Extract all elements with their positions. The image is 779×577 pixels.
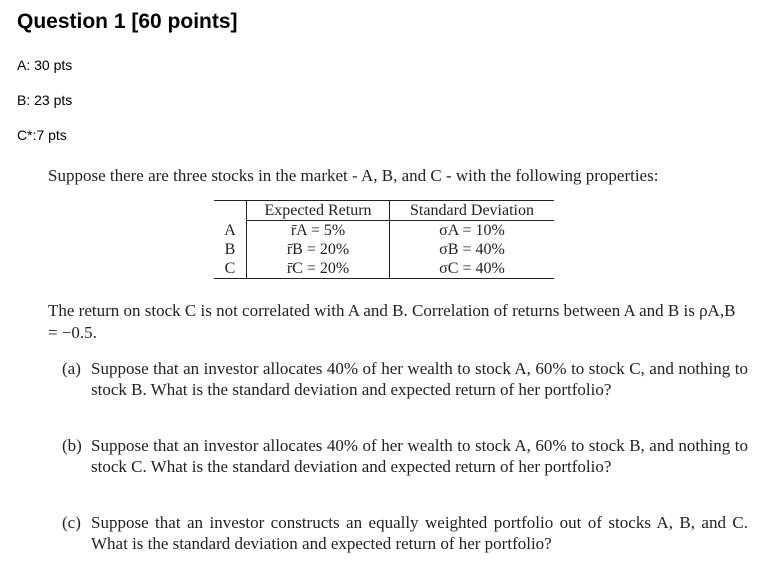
part-text: Suppose that an investor allocates 40% of her wealth to stock A, 60% to stock B, and nothing to stock C. What is the standard deviation and expected return of her portfolio?: [91, 436, 748, 476]
std-dev-cell: σC = 40%: [439, 260, 505, 277]
correlation-statement: The return on stock C is not correlated with A and B. Correlation of returns between A and B is ρA,B = −0.5.: [48, 301, 736, 342]
question-part-b: [62, 435, 748, 477]
question-part-a: [62, 358, 748, 400]
table-header-expected-return: Expected Return: [247, 201, 390, 221]
stock-properties-table: [214, 200, 554, 279]
expected-return-cell: r̄A = 5%: [247, 221, 390, 241]
std-dev-cell: σA = 10%: [439, 222, 505, 239]
table-row: [214, 259, 554, 279]
points-part-c: C*:7 pts: [17, 127, 67, 143]
table-row: [214, 221, 554, 241]
question-title: Question 1 [60 points]: [17, 10, 238, 33]
table-header-stock: [214, 201, 247, 221]
part-text: Suppose that an investor constructs an equally weighted portfolio out of stocks A, B, and C. What is the standard deviation and expected return of her portfolio?: [91, 513, 748, 553]
stock-name: A: [214, 221, 247, 241]
table-row: [214, 240, 554, 259]
expected-return-cell: r̄B = 20%: [247, 240, 390, 259]
question-part-c: [62, 512, 748, 554]
part-label: (a): [62, 359, 81, 378]
part-label: (b): [62, 436, 82, 455]
stock-name: C: [214, 259, 247, 279]
part-text: Suppose that an investor allocates 40% of her wealth to stock A, 60% to stock C, and nothing to stock B. What is the standard deviation and expected return of her portfolio?: [91, 359, 748, 399]
problem-intro: Suppose there are three stocks in the market - A, B, and C - with the following properties:: [48, 166, 659, 185]
table-header-row: [214, 201, 554, 221]
stock-name: B: [214, 240, 247, 259]
points-part-b: B: 23 pts: [17, 92, 73, 108]
points-part-a: A: 30 pts: [17, 57, 73, 73]
std-dev-cell: σB = 40%: [439, 241, 505, 258]
part-label: (c): [62, 513, 81, 532]
expected-return-cell: r̄C = 20%: [247, 259, 390, 279]
table-header-std-dev: Standard Deviation: [390, 201, 555, 221]
